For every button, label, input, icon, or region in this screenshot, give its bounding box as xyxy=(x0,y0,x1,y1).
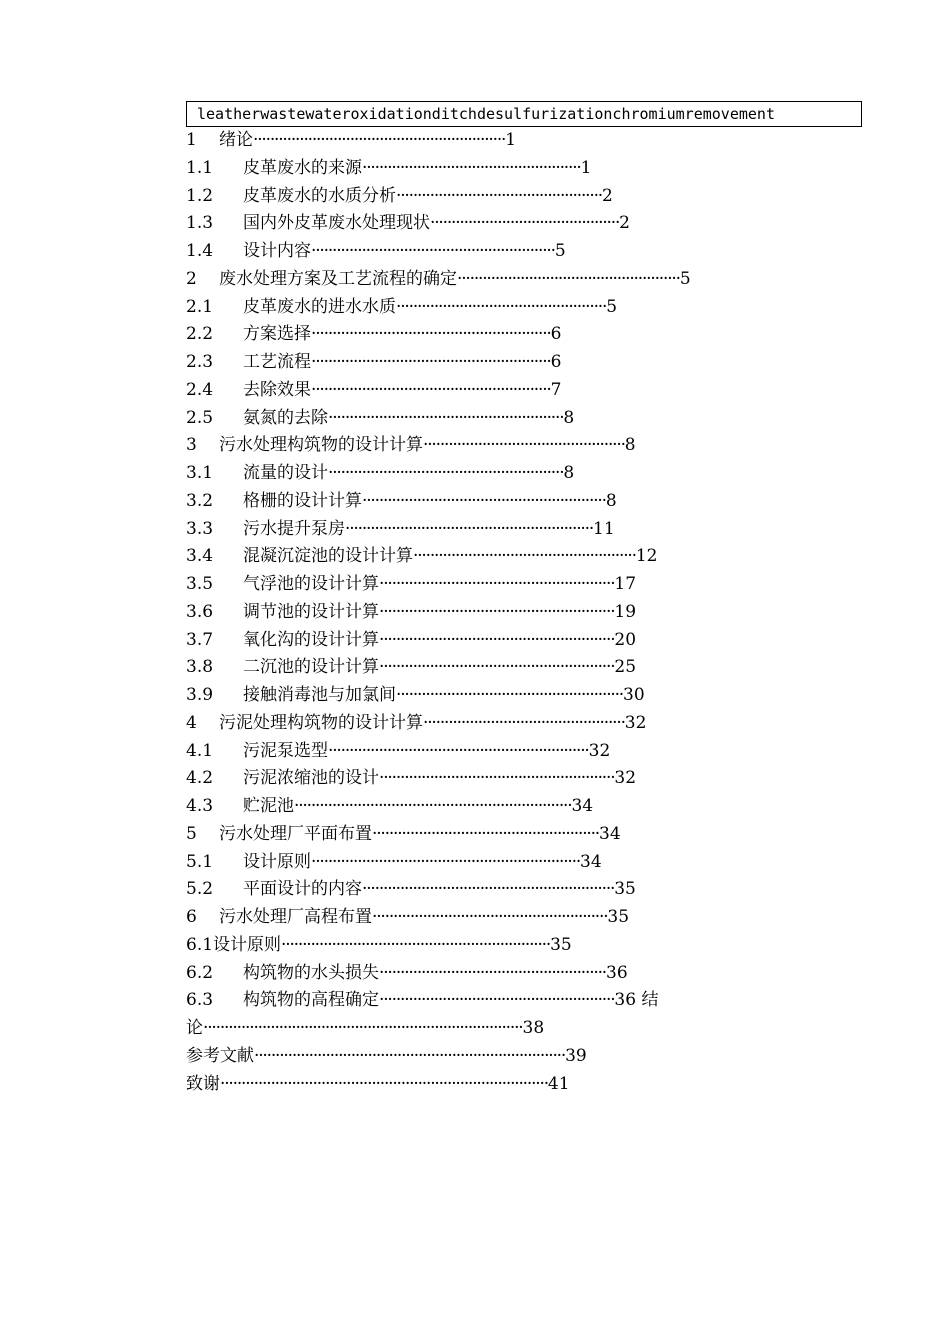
keywords-box xyxy=(186,101,862,127)
toc-dot-leader: ············································· xyxy=(430,213,620,234)
toc-entry-title: 调节池的设计计算 xyxy=(243,601,379,622)
toc-entry-number: 1.4 xyxy=(186,241,214,261)
toc-entry[interactable] xyxy=(186,127,886,155)
toc-entry-title: 氧化沟的设计计算 xyxy=(243,629,379,650)
toc-entry-page: 36 xyxy=(606,962,628,983)
toc-entry[interactable] xyxy=(186,793,886,821)
toc-entry-page: 5 xyxy=(679,268,691,289)
toc-entry[interactable] xyxy=(186,710,886,738)
toc-entry-number: 3 xyxy=(186,435,197,456)
keywords-text: leatherwastewateroxidationditchdesulfurizationchromiumremovement xyxy=(197,105,775,123)
toc-entry-page: 5 xyxy=(554,241,566,261)
toc-dot-leader: ····················································· xyxy=(457,268,680,289)
toc-entry-title: 设计原则 xyxy=(243,851,311,872)
toc-dot-leader: ················································· xyxy=(396,185,602,206)
toc-dot-leader: ············································································ xyxy=(203,1018,523,1038)
toc-entry[interactable] xyxy=(186,266,886,294)
toc-entry-title: 污水处理厂平面布置 xyxy=(219,823,372,844)
toc-dot-leader: ······················································ xyxy=(396,685,624,705)
toc-entry-number: 2.5 xyxy=(186,407,214,428)
toc-entry-title: 污泥泵选型 xyxy=(243,740,328,761)
toc-entry-title: 污泥浓缩池的设计 xyxy=(243,768,379,789)
toc-entry-number: 2.2 xyxy=(186,324,214,345)
toc-entry[interactable] xyxy=(186,405,886,433)
toc-entry-title: 皮革废水的进水水质 xyxy=(243,296,396,317)
toc-entry-page: 6 xyxy=(550,324,562,345)
toc-entry-page: 20 xyxy=(614,629,637,650)
toc-entry-page: 6 xyxy=(550,352,562,372)
toc-entry-page: 7 xyxy=(550,379,562,400)
toc-entry-number: 1.3 xyxy=(186,213,214,234)
toc-dot-leader: ················································ xyxy=(423,435,625,456)
toc-entry-page: 2 xyxy=(602,185,613,206)
toc-entry-title: 去除效果 xyxy=(243,379,311,400)
toc-entry-number: 3.9 xyxy=(186,685,214,705)
toc-dot-leader: ························································· xyxy=(311,324,551,345)
toc-entry[interactable] xyxy=(186,349,886,377)
toc-entry-page: 25 xyxy=(614,657,637,678)
toc-entry[interactable] xyxy=(186,238,886,266)
toc-entry-title: 构筑物的水头损失 xyxy=(243,962,379,983)
toc-entry[interactable] xyxy=(186,1015,886,1043)
toc-entry-title: 平面设计的内容 xyxy=(243,879,362,900)
toc-entry-page: 5 xyxy=(606,296,618,317)
toc-dot-leader: ························································ xyxy=(379,990,615,1011)
toc-entry-page: 32 xyxy=(624,712,647,733)
toc-entry[interactable] xyxy=(186,738,886,766)
toc-dot-leader: ·········································································· xyxy=(254,1045,566,1066)
toc-entry-number: 5 xyxy=(186,823,197,844)
toc-entry-number: 2.3 xyxy=(186,352,214,372)
toc-entry-page: 35 xyxy=(614,879,636,900)
toc-entry-title: 构筑物的高程确定 xyxy=(243,990,379,1011)
toc-entry-title: 皮革废水的来源 xyxy=(243,157,362,178)
toc-entry[interactable] xyxy=(186,543,886,571)
toc-entry-number: 6.3 xyxy=(186,990,214,1011)
toc-entry-number: 6 xyxy=(186,907,197,927)
toc-entry-title: 污泥处理构筑物的设计计算 xyxy=(219,712,423,733)
toc-entry[interactable] xyxy=(186,183,886,211)
toc-entry-number: 6.1 xyxy=(186,934,214,955)
toc-entry-number: 3.1 xyxy=(186,463,214,483)
toc-entry-page: 2 xyxy=(619,213,630,234)
toc-entry[interactable] xyxy=(186,432,886,460)
toc-entry-number: 1 xyxy=(186,130,197,150)
toc-entry[interactable] xyxy=(186,849,886,877)
toc-entry-page: 34 xyxy=(580,851,602,872)
toc-dot-leader: ························································ xyxy=(372,907,608,927)
toc-entry-number: 4.1 xyxy=(186,740,214,761)
toc-dot-leader: ······················································ xyxy=(372,823,600,844)
toc-entry[interactable] xyxy=(186,571,886,599)
toc-entry-number: 2.4 xyxy=(186,379,214,400)
toc-dot-leader: ························································ xyxy=(379,629,615,650)
toc-entry-title: 参考文献 xyxy=(186,1045,254,1066)
toc-entry-title: 绪论 xyxy=(219,130,253,150)
toc-dot-leader: ···················································· xyxy=(362,157,581,178)
toc-entry[interactable] xyxy=(186,1071,886,1099)
toc-entry[interactable] xyxy=(186,627,886,655)
toc-entry-page: 41 xyxy=(547,1073,570,1094)
toc-dot-leader: ··························································· xyxy=(345,518,594,539)
toc-entry-page: 38 xyxy=(522,1018,545,1038)
toc-entry[interactable] xyxy=(186,1043,886,1071)
toc-entry-number: 5.1 xyxy=(186,851,214,872)
toc-dot-leader: ·························································· xyxy=(311,241,555,261)
toc-entry-title: 设计原则 xyxy=(213,934,282,955)
toc-dot-leader: ···························································· xyxy=(253,130,506,150)
toc-entry-page: 34 xyxy=(571,796,594,816)
toc-entry-page: 8 xyxy=(624,435,636,456)
toc-entry-title: 工艺流程 xyxy=(243,352,311,372)
toc-entry[interactable] xyxy=(186,765,886,793)
toc-entry[interactable] xyxy=(186,321,886,349)
toc-entry[interactable] xyxy=(186,654,886,682)
toc-entry-number: 4.2 xyxy=(186,768,214,789)
toc-entry-number: 3.8 xyxy=(186,657,214,678)
toc-entry-title: 废水处理方案及工艺流程的确定 xyxy=(219,268,457,289)
toc-dot-leader: ·············································································· xyxy=(220,1073,548,1094)
toc-entry-number: 2.1 xyxy=(186,296,214,317)
toc-entry[interactable] xyxy=(186,210,886,238)
toc-entry-page: 30 xyxy=(623,685,645,705)
toc-entry-page: 36 结 xyxy=(614,990,659,1011)
toc-entry-title: 设计内容 xyxy=(243,241,311,261)
toc-entry-title: 皮革废水的水质分析 xyxy=(243,185,396,206)
toc-entry-page: 34 xyxy=(599,823,621,844)
toc-entry[interactable] xyxy=(186,932,886,960)
toc-entry-title: 混凝沉淀池的设计计算 xyxy=(243,546,413,567)
toc-entry-title: 污水处理厂高程布置 xyxy=(219,907,372,927)
toc-dot-leader: ······················································ xyxy=(379,962,607,983)
toc-entry[interactable] xyxy=(186,987,886,1015)
toc-entry-page: 8 xyxy=(563,407,575,428)
toc-entry[interactable] xyxy=(186,294,886,322)
toc-entry-title: 接触消毒池与加氯间 xyxy=(243,685,396,705)
toc-entry[interactable] xyxy=(186,960,886,988)
toc-dot-leader: ························································· xyxy=(311,379,551,400)
toc-entry-number: 3.5 xyxy=(186,574,214,594)
table-of-contents xyxy=(186,127,886,1098)
toc-entry[interactable] xyxy=(186,821,886,849)
toc-entry-page: 32 xyxy=(614,768,637,789)
toc-entry[interactable] xyxy=(186,516,886,544)
toc-dot-leader: ·················································· xyxy=(396,296,607,317)
toc-dot-leader: ································································ xyxy=(311,851,581,872)
toc-dot-leader: ······························································ xyxy=(328,740,589,761)
toc-entry[interactable] xyxy=(186,377,886,405)
toc-entry-page: 8 xyxy=(563,463,575,483)
toc-entry-page: 35 xyxy=(607,907,630,927)
toc-entry-title: 气浮池的设计计算 xyxy=(243,574,379,594)
toc-entry[interactable] xyxy=(186,460,886,488)
toc-entry-title: 方案选择 xyxy=(243,324,311,345)
toc-entry-title: 论 xyxy=(186,1018,203,1038)
toc-entry-page: 32 xyxy=(588,740,611,761)
toc-entry[interactable] xyxy=(186,904,886,932)
toc-dot-leader: ····················································· xyxy=(413,546,636,567)
toc-entry-number: 1.2 xyxy=(186,185,214,206)
toc-entry-number: 4.3 xyxy=(186,796,214,816)
toc-entry-number: 1.1 xyxy=(186,157,214,178)
toc-entry-page: 1 xyxy=(580,157,592,178)
toc-dot-leader: ························································ xyxy=(328,407,564,428)
toc-dot-leader: ························································ xyxy=(379,574,615,594)
toc-dot-leader: ························································· xyxy=(311,352,551,372)
toc-entry-number: 3.2 xyxy=(186,490,214,511)
toc-entry-page: 35 xyxy=(550,934,572,955)
toc-entry[interactable] xyxy=(186,488,886,516)
toc-entry-number: 3.3 xyxy=(186,518,214,539)
toc-entry-title: 国内外皮革废水处理现状 xyxy=(243,213,430,234)
toc-dot-leader: ················································ xyxy=(423,712,625,733)
toc-entry-page: 17 xyxy=(614,574,637,594)
toc-entry-number: 2 xyxy=(186,268,197,289)
toc-entry[interactable] xyxy=(186,682,886,710)
toc-entry-number: 5.2 xyxy=(186,879,214,900)
toc-entry[interactable] xyxy=(186,876,886,904)
toc-entry-title: 污水处理构筑物的设计计算 xyxy=(219,435,423,456)
toc-entry[interactable] xyxy=(186,155,886,183)
toc-dot-leader: ························································ xyxy=(328,463,564,483)
toc-dot-leader: ································································ xyxy=(281,934,551,955)
toc-dot-leader: ·································································· xyxy=(294,796,572,816)
toc-entry-number: 3.4 xyxy=(186,546,214,567)
toc-entry-page: 39 xyxy=(565,1045,587,1066)
toc-entry-title: 氨氮的去除 xyxy=(243,407,328,428)
toc-entry-title: 流量的设计 xyxy=(243,463,328,483)
toc-entry-page: 12 xyxy=(635,546,658,567)
toc-entry-title: 二沉池的设计计算 xyxy=(243,657,379,678)
toc-entry-page: 11 xyxy=(593,518,615,539)
toc-dot-leader: ························································ xyxy=(379,601,615,622)
toc-entry-page: 8 xyxy=(605,490,617,511)
toc-dot-leader: ························································ xyxy=(379,657,615,678)
toc-entry-title: 污水提升泵房 xyxy=(243,518,345,539)
toc-dot-leader: ···························································· xyxy=(362,879,615,900)
toc-entry-number: 4 xyxy=(186,712,197,733)
toc-entry-number: 3.6 xyxy=(186,601,214,622)
toc-entry-number: 3.7 xyxy=(186,629,214,650)
toc-entry-title: 格栅的设计计算 xyxy=(243,490,362,511)
toc-dot-leader: ·························································· xyxy=(362,490,606,511)
toc-dot-leader: ························································ xyxy=(379,768,615,789)
toc-entry[interactable] xyxy=(186,599,886,627)
toc-entry-page: 19 xyxy=(614,601,637,622)
toc-entry-title: 贮泥池 xyxy=(243,796,294,816)
toc-entry-number: 6.2 xyxy=(186,962,214,983)
toc-entry-page: 1 xyxy=(505,130,517,150)
toc-entry-title: 致谢 xyxy=(186,1073,220,1094)
